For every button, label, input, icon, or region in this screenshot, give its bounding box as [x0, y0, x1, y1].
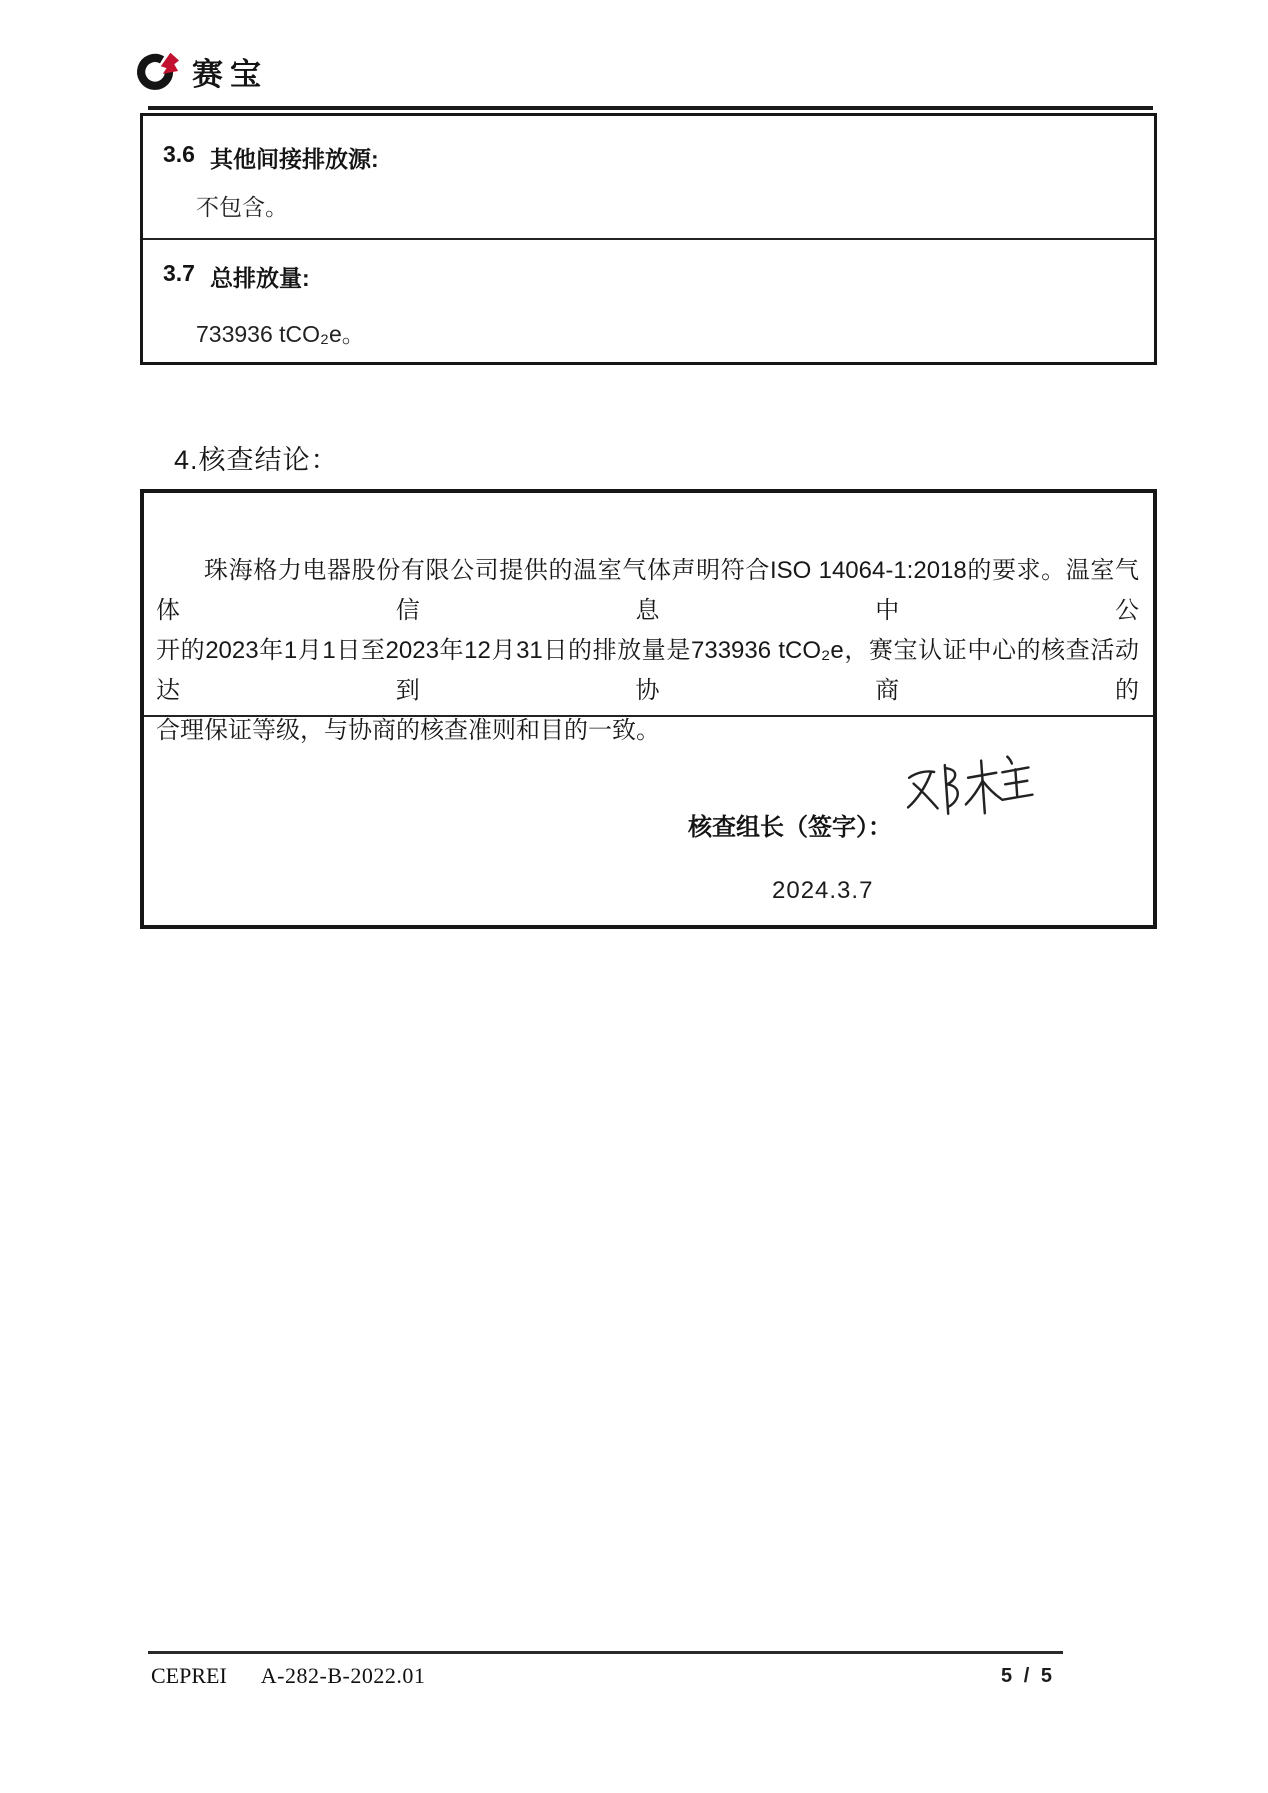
section-divider: [143, 238, 1154, 240]
brand-logo: [134, 48, 268, 94]
handwritten-signature: [900, 750, 1037, 831]
section-3-6-number: 3.6: [163, 141, 195, 167]
page-number: 5 / 5: [1001, 1665, 1055, 1687]
conclusion-box: [140, 489, 1157, 929]
conclusion-line: 合理保证等级，与协商的核查准则和目的一致。: [156, 717, 660, 744]
section-3-6-title: 其他间接排放源:: [209, 146, 379, 172]
conclusion-line: 开的2023年1月1日至2023年12月31日的排放量是733936 tCO₂e，赛宝认证中心的核查活动达到协商的: [156, 637, 1139, 704]
section-3-7-number: 3.7: [163, 260, 195, 286]
footer-org: CEPREI: [151, 1663, 227, 1688]
signature-date: 2024.3.7: [772, 877, 874, 904]
section-3-7-title: 总排放量:: [209, 265, 310, 291]
footer-doc-code: A-282-B-2022.01: [260, 1663, 426, 1688]
emissions-sections-box: [140, 113, 1157, 365]
footer-divider: [148, 1651, 1063, 1654]
cepri-ring-logo-icon: [134, 48, 180, 94]
conclusion-heading: 4.核查结论：: [174, 445, 339, 475]
footer-info: [151, 1663, 425, 1689]
section-3-7-heading: [163, 260, 310, 293]
brand-logo-text: 赛宝: [192, 56, 268, 93]
section-3-6-body: 不包含。: [196, 194, 288, 220]
conclusion-paragraph: [156, 551, 1139, 751]
signer-label: 核查组长（签字）：: [688, 814, 892, 841]
total-emissions-value: 733936 tCO₂e。: [196, 321, 365, 347]
section-3-6-heading: [163, 141, 379, 174]
signature-section-divider: [144, 715, 1153, 717]
conclusion-line: 珠海格力电器股份有限公司提供的温室气体声明符合ISO 14064-1:2018的要求。温室气体信息中公: [156, 557, 1139, 624]
header-divider: [148, 106, 1153, 110]
